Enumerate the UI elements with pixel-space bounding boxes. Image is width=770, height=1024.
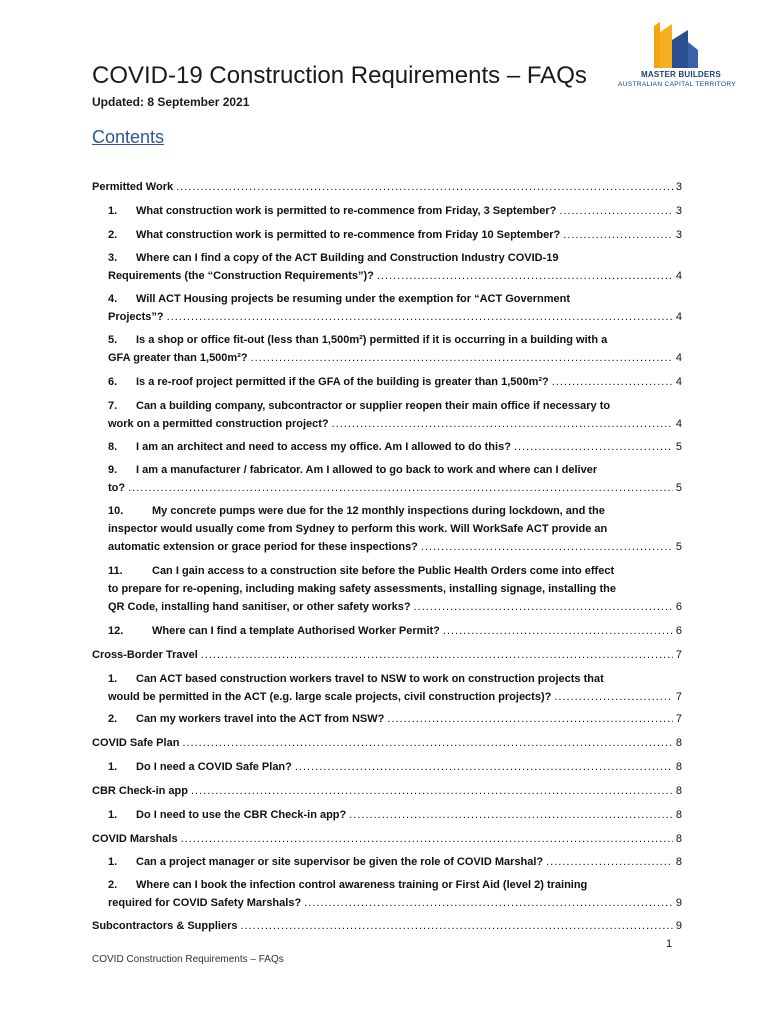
toc-cbr-check-in[interactable]: CBR Check-in app ..... 8	[92, 782, 682, 800]
page-footer: COVID Construction Requirements – FAQs	[92, 954, 284, 965]
contents-heading: Contents	[92, 127, 165, 147]
toc-cb2[interactable]: 2. Can my workers travel into the ACT from NSW? ..... 7	[108, 710, 682, 728]
logo-name: MASTER BUILDERS	[641, 70, 721, 79]
toc-m2[interactable]: 2. Where can I book the infection control awareness training or First Aid (level 2) training required for COVID Safety Marshals? ..... 9	[108, 876, 682, 912]
toc-q4[interactable]: 4. Will ACT Housing projects be resuming under the exemption for “ACT Government Projects”? ..... 4	[108, 290, 682, 326]
toc-q3[interactable]: 3. Where can I find a copy of the ACT Building and Construction Industry COVID-19 Requirements (the “Construction Requirements”)? ..... 4	[108, 249, 682, 285]
master-builders-logo-icon	[648, 22, 708, 68]
toc-q8[interactable]: 8. I am an architect and need to access my office. Am I allowed to do this? ..... 5	[108, 438, 682, 456]
toc-q10[interactable]: 10. My concrete pumps were due for the 12 monthly inspections during lockdown, and the inspector would usually come from Sydney to perform this work. Will WorkSafe ACT provide an automatic extension or grace period for these inspections? ..... 5	[108, 502, 682, 556]
toc-cb1[interactable]: 1. Can ACT based construction workers travel to NSW to work on construction projects that would be permitted in the ACT (e.g. large scale projects, civil construction projects)? ..... 7	[108, 670, 682, 706]
toc-cross-border-travel[interactable]: Cross-Border Travel ..... 7	[92, 646, 682, 664]
toc-subcontractors-suppliers[interactable]: Subcontractors & Suppliers ..... 9	[92, 917, 682, 935]
toc-q9[interactable]: 9. I am a manufacturer / fabricator. Am I allowed to go back to work and where can I deliver to? ..... 5	[108, 461, 682, 497]
toc-m1[interactable]: 1. Can a project manager or site supervisor be given the role of COVID Marshal? ..... 8	[108, 853, 682, 871]
toc-covid-marshals[interactable]: COVID Marshals ..... 8	[92, 830, 682, 848]
page-number: 1	[666, 938, 673, 950]
toc-q12[interactable]: 12. Where can I find a template Authorised Worker Permit? ..... 6	[108, 622, 682, 640]
toc-q6[interactable]: 6. Is a re-roof project permitted if the GFA of the building is greater than 1,500m²? ..... 4	[108, 373, 682, 391]
toc-cbr1[interactable]: 1. Do I need to use the CBR Check-in app? ..... 8	[108, 806, 682, 824]
toc-q2[interactable]: 2. What construction work is permitted to re-commence from Friday 10 September? ..... 3	[108, 226, 682, 244]
logo-subname: AUSTRALIAN CAPITAL TERRITORY	[618, 81, 736, 88]
updated-date: Updated: 8 September 2021	[92, 95, 250, 109]
toc-q11[interactable]: 11. Can I gain access to a construction site before the Public Health Orders come into effect to prepare for re-opening, including making safety assessments, installing signage, installing the QR Code, installing hand sanitiser, or other safety works? ..... 6	[108, 562, 682, 616]
toc-q5[interactable]: 5. Is a shop or office fit-out (less than 1,500m²) permitted if it is occurring in a building with a GFA greater than 1,500m²? ..... 4	[108, 331, 682, 367]
toc-permitted-work[interactable]: Permitted Work ..... 3	[92, 178, 682, 196]
toc-q7[interactable]: 7. Can a building company, subcontractor or supplier reopen their main office if necessary to work on a permitted construction project? ..... 4	[108, 397, 682, 433]
master-builders-logo	[612, 22, 736, 92]
toc-sp1[interactable]: 1. Do I need a COVID Safe Plan? ..... 8	[108, 758, 682, 776]
toc-q1[interactable]: 1. What construction work is permitted to re-commence from Friday, 3 September? ..... 3	[108, 202, 682, 220]
toc-covid-safe-plan[interactable]: COVID Safe Plan ..... 8	[92, 734, 682, 752]
page-title: COVID-19 Construction Requirements – FAQs	[92, 62, 587, 89]
